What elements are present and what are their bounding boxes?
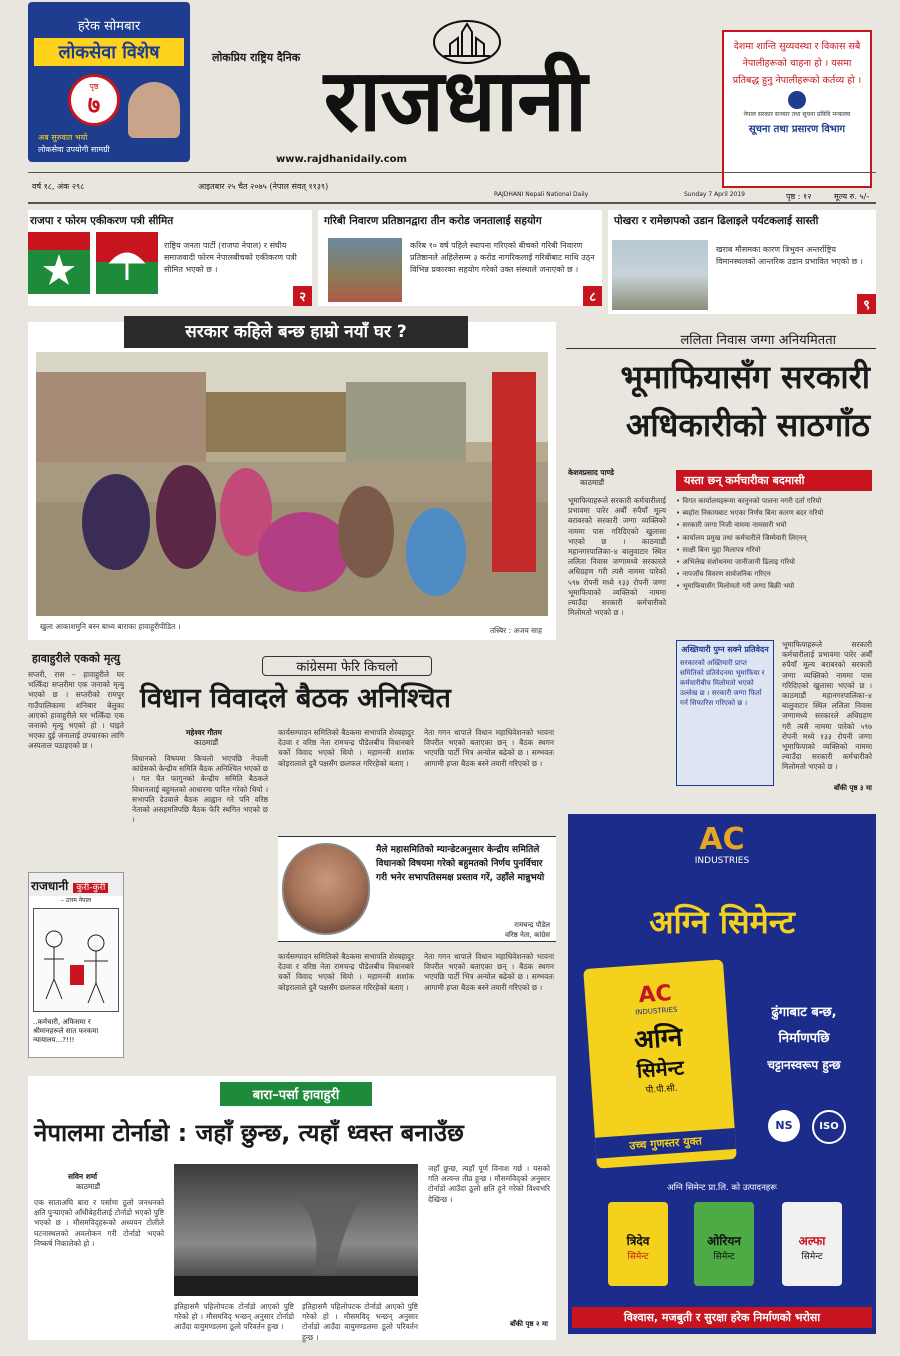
website: www.rajdhanidaily.com	[276, 154, 407, 165]
portrait-photo	[282, 843, 370, 935]
govt-logo-icon	[788, 91, 806, 109]
lalita-box: अख्तियारी पुग्न सक्ने प्रतिवेदन सरकारको अख्तियारी प्राप्त समितिको प्रतिवेदनमा भूमाफिया र कर्मचारीबीच मिलोमतो भएको उल्लेख छ । सरकारी जग्गा फिर्ता गर्न सिफारिस गरिएको छ ।	[676, 640, 774, 786]
cartoon[interactable]: राजधानी कुरी-कुरी – उत्तम नेपाल ..कर्मचारी, अफिसमा र श्रीमानहरूले सात फरकमा न्यायालय...?!!!	[28, 872, 124, 1058]
tornado-story: बारा–पर्सा हावाहुरी नेपालमा टोर्नाडो : जहाँ छुन्छ, त्यहाँ ध्वस्त बनाउँछ सविन शर्मा काठमाडौं एक साताअघि बारा र पर्सामा ठूलो जनधनको क्षति पुर्‍याएको आँधीबेहरीलाई टोर्नाडो भएको पुष्टि भएको छ । मौसमविद्हरूको अध्ययन टोलीले घटनास्थलको अवलोकन गरी टोर्नाडो भएको निष्कर्ष निकालेको हो । इतिहासमै पहिलोपटक टोर्नाडो आएको पुष्टि गरेको हो । मौसमविद् भन्छन् अनुसार टोर्नाडो आउँदा वायुमण्डलमा ठूलो परिवर्तन हुन्छ । इतिहासमै पहिलोपटक टोर्नाडो आएको पुष्टि गरेको हो । मौसमविद् भन्छन् अनुसार टोर्नाडो आउँदा वायुमण्डलमा ठूलो परिवर्तन हुन्छ । जहाँ छुन्छ, त्यहाँ पूर्ण विनाश गर्छ । यसको गति अत्यन्त तीव्र हुन्छ । मौसमविद्को अनुसार टोर्नाडो आउँदा ठूलो क्षति हुने गरेको विश्वभरि देखिन्छ । बाँकी पृष्ठ २ मा	[28, 1076, 556, 1340]
teaser-3-photo	[612, 240, 708, 310]
govt-notice: देशमा शान्ति सुव्यवस्था र विकास सबै नेपालीहरूको चाहना हो । यसमा प्रतिबद्ध हुनु नेपालीहरूको कर्तव्य हो । नेपाल सरकार सञ्चार तथा सूचना प्रविधि मन्त्रालय सूचना तथा प्रसारण विभाग	[722, 30, 872, 188]
cement-bag: AC INDUSTRIES अग्नि सिमेन्ट पी.पी.सी. उच्च गुणस्तर युक्त	[583, 959, 737, 1168]
death-story: हावाहुरीले एकको मृत्यु सप्तरी, रास – हावाहुरीले घर भत्किँदा सप्तरीमा एक जनाको मृत्यु भएको छ । सप्तरीको रामपुर गाउँपालिकामा शनिबार बेलुका आएको हावाहुरीले घर भत्किँदा एक जनाको मृत्यु भएको हो । घाइते भएका दुई जनालाई उपचारका लागि अस्पताल पठाइएको छ ।	[28, 652, 124, 751]
tagline: लोकप्रिय राष्ट्रिय दैनिक	[212, 51, 301, 64]
lalita-sidebar: यस्ता छन् कर्मचारीका बदमासी • विगत कार्यालयहरूमा कानुनको पालना नगरी दर्ता गरियो • ब्यहोरा निकायबाट भएका निर्णय बिना कारण बदर गरियो • सरकारी जग्गा निजी नाममा नामसारी भयो • कार्यालय प्रमुख तथा कर्मचारीले जिम्मेवारी लिएनन् • साक्षी बिना मुद्दा मिलापत्र गरियो • अभिलेख संशोधनमा जानीजानी ढिलाइ गरियो • नापजाँच विवरण सार्वजनिक गरिएन • भूमाफियासँग मिलोमतो गरी जग्गा बिक्री भयो	[676, 470, 872, 593]
ns-cert-icon: NS	[768, 1110, 800, 1142]
teaser-1[interactable]: राजपा र फोरम एकीकरण पत्री सीमित राष्ट्रिय जनता पार्टी (राजपा नेपाल) र संघीय समाजवादी फोरम नेपालबीचको एकीकरण पत्री सीमित भएको छ । २	[28, 210, 312, 306]
dateline: वर्ष १८, अंक २९८ आइतबार २५ चैत २०७५ (नेपाल संवत् ११३९) RAJDHANI Nepali National Daily Sunday 7 April 2019 पृष्ठ : १२ मूल्य रु. ५/-	[28, 172, 876, 204]
lalita-section: ललिता निवास जग्गा अनियमितता भूमाफियासँग सरकारी अधिकारीको साठगाँठ केशवप्रसाद पाण्डे काठमाडौं भूमाफियाहरूले सरकारी कर्मचारीलाई प्रभावमा पारेर अर्बौं रुपैयाँ मूल्य बराबरको सरकारी जग्गा व्यक्तिको नाममा पास गरिदिएको खुलासा भएको छ । काठमाडौं महानगरपालिका–४ बालुवाटार स्थित ललिता निवास जग्गामध्ये सरकारले अधिग्रहण गरी त्यसै नाममा पारेको ५९७ रोपनी मध्ये १३३ रोपनी जग्गा भूमाफियाको व्यक्तिको नाममा ल्याउँदा सरकारी कर्मचारीको मिलोमतो भएको छ । यस्ता छन् कर्मचारीका बदमासी • विगत कार्यालयहरूमा कानुनको पालना नगरी दर्ता गरियो • ब्यहोरा निकायबाट भएका निर्णय बिना कारण बदर गरियो • सरकारी जग्गा निजी नाममा नामसारी भयो • कार्यालय प्रमुख तथा कर्मचारीले जिम्मेवारी लिएनन् • साक्षी बिना मुद्दा मिलापत्र गरियो • अभिलेख संशोधनमा जानीजानी ढिलाइ गरियो • नापजाँच विवरण सार्वजनिक गरिएन • भूमाफियासँग मिलोमतो गरी जग्गा बिक्री भयो अख्तियारी पुग्न सक्ने प्रतिवेदन सरकारको अख्तियारी प्राप्त समितिको प्रतिवेदनमा भूमाफिया र कर्मचारीबीच मिलोमतो भएको उल्लेख छ । सरकारी जग्गा फिर्ता गर्न सिफारिस गरिएको छ । भूमाफियाहरूले सरकारी कर्मचारीलाई प्रभावमा पारेर अर्बौं रुपैयाँ मूल्य बराबरको सरकारी जग्गा व्यक्तिको नाममा पास गरिदिएको खुलासा भएको छ । काठमाडौं महानगरपालिका–४ बालुवाटार स्थित ललिता निवास जग्गामध्ये सरकारले अधिग्रहण गरी त्यसै नाममा पारेको ५९७ रोपनी मध्ये १३३ रोपनी जग्गा भूमाफियाको व्यक्तिको नाममा ल्याउँदा सरकारी कर्मचारीको मिलोमतो भएको छ । बाँकी पृष्ठ ३ मा	[566, 330, 876, 810]
tornado-continued[interactable]: बाँकी पृष्ठ २ मा	[509, 1320, 548, 1328]
teaser-2[interactable]: गरिबी निवारण प्रतिष्ठानद्वारा तीन करोड जनतालाई सहयोग करिब १० वर्ष पहिले स्थापना गरिएको बीचको गरिबी निवारण प्रतिष्ठानले अहिलेसम्म ३ करोड नागरिकलाई गरिबीबाट माथि उठ्न विभिन्न प्रकारका सहयोग गरेको उक्त संस्थाले जनाएको छ । ८	[318, 210, 602, 306]
tornado-headline[interactable]: नेपालमा टोर्नाडो : जहाँ छुन्छ, त्यहाँ ध्वस्त बनाउँछ	[34, 1119, 464, 1147]
cartoon-drawing	[33, 908, 119, 1012]
promo-badge: पृष्ठ ७	[68, 74, 120, 126]
photo-banner: सरकार कहिले बन्छ हाम्रो नयाँ घर ?	[124, 316, 468, 348]
party-flags	[28, 232, 158, 294]
ad-brand-logo: AC INDUSTRIES	[694, 822, 750, 866]
quote-box: मैले महासमितिको म्यान्डेटअनुसार केन्द्रीय समितिले विधानको विषयमा गरेको बहुमतको निर्णय पुनर्विचार गरी भनेर सभापतिसमक्ष प्रस्ताव गरें, उहाँले मान्नुभयो रामचन्द्र पौडेल वरिष्ठ नेता, कांग्रेस	[278, 836, 556, 942]
lalita-headline[interactable]: भूमाफियासँग सरकारी अधिकारीको साठगाँठ	[620, 358, 870, 444]
congress-headline[interactable]: विधान विवादले बैठक अनिश्चित	[140, 683, 451, 714]
congress-story: कांग्रेसमा फेरि किचलो विधान विवादले बैठक अनिश्चित महेश्वर गौतम काठमाडौं विधानको विषयमा किचलो भएपछि नेपाली कांग्रेसको केन्द्रीय समिति बैठक अनिश्चित भएको छ । गत चैत फागुनको केन्द्रीय समिति बैठकले विधानलाई बहुमतको आधारमा पारित गरेको थियो । सभापति देउवाले बैठक आह्वान गरे पनि वरिष्ठ नेताको असहमतिपछि बैठक फेरि स्थगित भएको छ । कार्यसम्पादन समितिको बैठकमा सभापति शेरबहादुर देउवा र वरिष्ठ नेता रामचन्द्र पौडेलबीच विधानबारे चर्को विवाद भएको थियो । महामन्त्री शशांक कोइरालाले दुवै पक्षसँग छलफल गरिरहेको बताए । नेता गगन थापाले विधान महाधिवेशनको भावना विपरीत भएको बताएका छन् । बैठक स्थगन भएपछि पार्टी भित्र अन्योल बढेको छ । सम्भवतः आगामी हप्ता बैठक बस्ने तयारी गरिएको छ । मैले महासमितिको म्यान्डेटअनुसार केन्द्रीय समितिले विधानको विषयमा गरेको बहुमतको निर्णय पुनर्विचार गरी भनेर सभापतिसमक्ष प्रस्ताव गरें, उहाँले मान्नुभयो रामचन्द्र पौडेल वरिष्ठ नेता, कांग्रेस कार्यसम्पादन समितिको बैठकमा सभापति शेरबहादुर देउवा र वरिष्ठ नेता रामचन्द्र पौडेलबीच विधानबारे चर्को विवाद भएको थियो । महामन्त्री शशांक कोइरालाले दुवै पक्षसँग छलफल गरिरहेको बताए । नेता गगन थापाले विधान महाधिवेशनको भावना विपरीत भएको बताएका छन् । बैठक स्थगन भएपछि पार्टी भित्र अन्योल बढेको छ । सम्भवतः आगामी हप्ता बैठक बस्ने तयारी गरिएको छ ।	[132, 656, 556, 1066]
photo-story: सरकार कहिले बन्छ हाम्रो नयाँ घर ? खुला आकाशमुनि बस्न बाध्य बाराका हावाहुरीपीडित । तस्बिर : अजय साह	[28, 322, 556, 640]
product-alpha: अल्फा सिमेन्ट	[782, 1202, 842, 1286]
teaser-2-photo	[328, 238, 402, 302]
promo-top: हरेक सोमबार	[77, 19, 141, 34]
pen-hand-icon	[128, 82, 180, 138]
iso-cert-icon: ISO	[812, 1110, 846, 1144]
ad-footer: विश्वास, मजबुती र सुरक्षा हरेक निर्माणको भरोसा	[572, 1307, 872, 1328]
teaser-3[interactable]: पोखरा र रामेछापको उडान ढिलाइले पर्यटकलाई सास्ती खराब मौसमका कारण त्रिभुवन अन्तर्राष्ट्रिय विमानस्थलको आन्तरिक उडान प्रभावित भएको छ । ९	[608, 210, 876, 314]
masthead-logo: राजधानी	[323, 50, 587, 151]
cement-ad[interactable]: AC INDUSTRIES अग्नि सिमेन्ट AC INDUSTRIES अग्नि सिमेन्ट पी.पी.सी. उच्च गुणस्तर युक्त ढुंगाबाट बन्छ, निर्माणपछि चट्टानस्वरूप हुन्छ NS ISO अग्नि सिमेन्ट प्रा.लि. को उत्पादनहरू त्रिदेव सिमेन्ट ओरियन सिमेन्ट अल्फा सिमेन्ट विश्वास, मजबुती र सुरक्षा हरेक निर्माणको भरोसा	[568, 814, 876, 1334]
product-orion: ओरियन सिमेन्ट	[694, 1202, 754, 1286]
promo-box[interactable]: हरेक सोमबार लोकसेवा विशेष पृष्ठ ७ अब सुरुवात भयो लोकसेवा उपयोगी सामग्री	[28, 2, 190, 162]
ad-taglines: ढुंगाबाट बन्छ, निर्माणपछि चट्टानस्वरूप हुन्छ	[767, 1005, 841, 1072]
misdeeds-list: • विगत कार्यालयहरूमा कानुनको पालना नगरी दर्ता गरियो • ब्यहोरा निकायबाट भएका निर्णय बिना कारण बदर गरियो • सरकारी जग्गा निजी नाममा नामसारी भयो • कार्यालय प्रमुख तथा कर्मचारीले जिम्मेवारी लिएनन् • साक्षी बिना मुद्दा मिलापत्र गरियो • अभिलेख संशोधनमा जानीजानी ढिलाइ गरियो • नापजाँच विवरण सार्वजनिक गरिएन • भूमाफियासँग मिलोमतो गरी जग्गा बिक्री भयो	[676, 497, 824, 591]
flood-victims-photo[interactable]	[36, 352, 548, 616]
lalita-continued[interactable]: बाँकी पृष्ठ ३ मा	[833, 784, 872, 792]
promo-title: लोकसेवा विशेष	[34, 38, 184, 66]
product-tridev: त्रिदेव सिमेन्ट	[608, 1202, 668, 1286]
tornado-photo[interactable]	[174, 1164, 418, 1296]
ad-title: अग्नि सिमेन्ट	[649, 903, 795, 941]
